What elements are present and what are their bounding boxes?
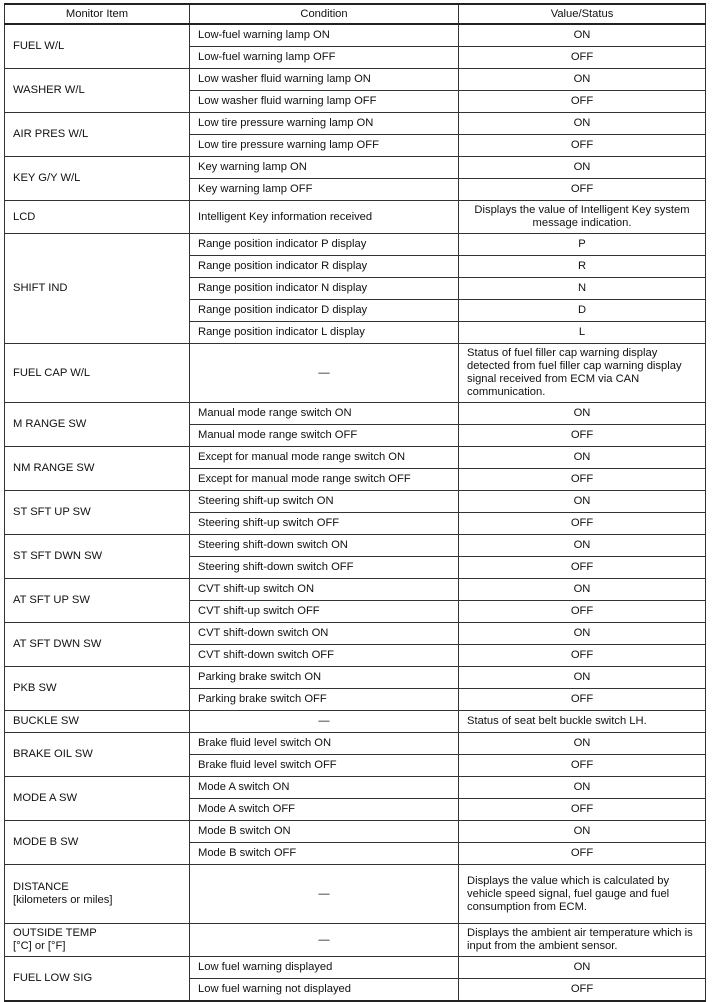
- monitor-item-name: AT SFT DWN SW: [13, 638, 102, 650]
- table-row: [5, 113, 706, 135]
- value-status-cell: OFF: [459, 425, 706, 447]
- table-row: [5, 69, 706, 91]
- table-row: [5, 733, 706, 755]
- monitor-item-name: FUEL CAP W/L: [13, 366, 91, 379]
- condition-cell: Steering shift-down switch OFF: [190, 557, 459, 579]
- condition-cell: Steering shift-up switch OFF: [190, 513, 459, 535]
- monitor-item-cell: [5, 157, 190, 201]
- condition-cell: —: [190, 711, 459, 733]
- value-status-cell: ON: [459, 579, 706, 601]
- condition-cell: Range position indicator P display: [190, 234, 459, 256]
- monitor-item-name: ST SFT DWN SW: [13, 550, 103, 562]
- condition-cell: Except for manual mode range switch OFF: [190, 469, 459, 491]
- monitor-item-cell: [5, 667, 190, 711]
- value-status-cell: ON: [459, 69, 706, 91]
- monitor-item-name: FUEL LOW SIG: [13, 972, 93, 984]
- table-row: [5, 447, 706, 469]
- header-value-status: Value/Status: [459, 4, 706, 24]
- condition-cell: CVT shift-up switch OFF: [190, 601, 459, 623]
- monitor-item-cell: [5, 24, 190, 69]
- value-status-cell: OFF: [459, 469, 706, 491]
- header-condition: Condition: [190, 4, 459, 24]
- monitor-item-cell: [5, 447, 190, 491]
- condition-cell: Steering shift-down switch ON: [190, 535, 459, 557]
- condition-cell: Low tire pressure warning lamp ON: [190, 113, 459, 135]
- monitor-item-cell: [5, 403, 190, 447]
- monitor-item-name: KEY G/Y W/L: [13, 172, 81, 184]
- monitor-item-cell: [5, 491, 190, 535]
- monitor-item-cell: [5, 234, 190, 344]
- value-status-cell: ON: [459, 24, 706, 47]
- value-status-cell: P: [459, 234, 706, 256]
- table-row: [5, 344, 706, 403]
- monitor-item-name: PKB SW: [13, 682, 57, 694]
- value-status-cell: Displays the value which is calculated by vehicle speed signal, fuel gauge and fuel consumption from ECM.: [459, 865, 706, 924]
- condition-cell: Except for manual mode range switch ON: [190, 447, 459, 469]
- table-row: [5, 491, 706, 513]
- value-status-cell: OFF: [459, 91, 706, 113]
- condition-cell: Range position indicator N display: [190, 278, 459, 300]
- condition-cell: Parking brake switch ON: [190, 667, 459, 689]
- value-status-cell: OFF: [459, 755, 706, 777]
- value-status-cell: Status of seat belt buckle switch LH.: [459, 711, 706, 733]
- value-status-cell: OFF: [459, 513, 706, 535]
- table-row: [5, 924, 706, 957]
- value-status-cell: Status of fuel filler cap warning display detected from fuel filler cap warning display signal received from ECM via CAN communication.: [459, 344, 706, 403]
- condition-cell: Range position indicator L display: [190, 322, 459, 344]
- condition-cell: CVT shift-down switch OFF: [190, 645, 459, 667]
- condition-cell: Key warning lamp OFF: [190, 179, 459, 201]
- monitor-item-name: AT SFT UP SW: [13, 594, 90, 606]
- monitor-item-name: MODE A SW: [13, 792, 78, 804]
- value-status-cell: ON: [459, 821, 706, 843]
- table-row: [5, 579, 706, 601]
- value-status-cell: ON: [459, 777, 706, 799]
- monitor-item-cell: [5, 69, 190, 113]
- table-row: [5, 234, 706, 256]
- condition-cell: Range position indicator D display: [190, 300, 459, 322]
- value-status-cell: OFF: [459, 179, 706, 201]
- value-status-cell: OFF: [459, 979, 706, 1002]
- table-row: [5, 957, 706, 979]
- monitor-item-cell: [5, 821, 190, 865]
- table-header-row: [5, 4, 706, 24]
- monitor-item-cell: [5, 711, 190, 733]
- table-row: [5, 623, 706, 645]
- condition-cell: Manual mode range switch ON: [190, 403, 459, 425]
- monitor-item-cell: [5, 733, 190, 777]
- condition-cell: Range position indicator R display: [190, 256, 459, 278]
- value-status-cell: ON: [459, 491, 706, 513]
- value-status-cell: ON: [459, 957, 706, 979]
- table-row: [5, 535, 706, 557]
- monitor-item-unit: [kilometers or miles]: [13, 894, 113, 906]
- condition-cell: —: [190, 865, 459, 924]
- table-row: [5, 667, 706, 689]
- monitor-item-cell: [5, 623, 190, 667]
- table-row: [5, 24, 706, 47]
- value-status-cell: ON: [459, 403, 706, 425]
- value-status-cell: OFF: [459, 557, 706, 579]
- monitor-item-unit: [°C] or [°F]: [13, 940, 66, 952]
- value-status-cell: ON: [459, 157, 706, 179]
- condition-cell: Mode A switch ON: [190, 777, 459, 799]
- monitor-item-cell: [5, 535, 190, 579]
- condition-cell: Low fuel warning displayed: [190, 957, 459, 979]
- monitor-item-table: [4, 3, 706, 1002]
- monitor-item-name: NM RANGE SW: [13, 462, 95, 474]
- monitor-item-cell: [5, 579, 190, 623]
- table-row: [5, 777, 706, 799]
- condition-cell: Manual mode range switch OFF: [190, 425, 459, 447]
- condition-cell: —: [190, 344, 459, 403]
- condition-cell: Low washer fluid warning lamp OFF: [190, 91, 459, 113]
- condition-cell: CVT shift-down switch ON: [190, 623, 459, 645]
- condition-cell: Low-fuel warning lamp ON: [190, 24, 459, 47]
- monitor-item-name: SHIFT IND: [13, 282, 68, 294]
- table-row: [5, 201, 706, 234]
- condition-cell: Intelligent Key information received: [190, 201, 459, 234]
- monitor-item-cell: [5, 201, 190, 234]
- condition-cell: Mode A switch OFF: [190, 799, 459, 821]
- monitor-item-name: OUTSIDE TEMP: [13, 927, 97, 939]
- value-status-cell: ON: [459, 113, 706, 135]
- table-row: [5, 157, 706, 179]
- table-row: [5, 865, 706, 924]
- header-monitor-item: Monitor Item: [5, 4, 190, 24]
- monitor-item-cell: [5, 113, 190, 157]
- value-status-cell: ON: [459, 447, 706, 469]
- monitor-item-name: ST SFT UP SW: [13, 506, 91, 518]
- condition-cell: Brake fluid level switch ON: [190, 733, 459, 755]
- monitor-item-name: FUEL W/L: [13, 40, 65, 52]
- value-status-cell: OFF: [459, 645, 706, 667]
- value-status-cell: ON: [459, 623, 706, 645]
- monitor-table-container: [4, 3, 706, 1002]
- value-status-cell: L: [459, 322, 706, 344]
- monitor-item-cell: [5, 344, 190, 403]
- value-status-cell: ON: [459, 733, 706, 755]
- value-status-cell: R: [459, 256, 706, 278]
- table-row: [5, 821, 706, 843]
- condition-cell: Mode B switch ON: [190, 821, 459, 843]
- monitor-item-name: AIR PRES W/L: [13, 128, 89, 140]
- monitor-item-cell: [5, 865, 190, 924]
- condition-cell: Steering shift-up switch ON: [190, 491, 459, 513]
- condition-cell: Low tire pressure warning lamp OFF: [190, 135, 459, 157]
- monitor-item-name: M RANGE SW: [13, 418, 87, 430]
- monitor-item-cell: [5, 777, 190, 821]
- value-status-cell: N: [459, 278, 706, 300]
- condition-cell: Low washer fluid warning lamp ON: [190, 69, 459, 91]
- condition-cell: Mode B switch OFF: [190, 843, 459, 865]
- monitor-item-name: WASHER W/L: [13, 84, 85, 96]
- monitor-item-name: BUCKLE SW: [13, 715, 79, 727]
- monitor-item-cell: [5, 957, 190, 1002]
- value-status-cell: OFF: [459, 601, 706, 623]
- value-status-cell: OFF: [459, 47, 706, 69]
- value-status-cell: OFF: [459, 689, 706, 711]
- value-status-cell: OFF: [459, 135, 706, 157]
- monitor-item-name: DISTANCE: [13, 881, 69, 893]
- table-body: [5, 24, 706, 1001]
- condition-cell: Brake fluid level switch OFF: [190, 755, 459, 777]
- condition-cell: Low fuel warning not displayed: [190, 979, 459, 1002]
- monitor-item-name: LCD: [13, 210, 36, 223]
- value-status-cell: OFF: [459, 799, 706, 821]
- condition-cell: CVT shift-up switch ON: [190, 579, 459, 601]
- value-status-cell: ON: [459, 535, 706, 557]
- table-row: [5, 711, 706, 733]
- monitor-item-name: MODE B SW: [13, 836, 79, 848]
- value-status-cell: OFF: [459, 843, 706, 865]
- condition-cell: Low-fuel warning lamp OFF: [190, 47, 459, 69]
- condition-cell: Parking brake switch OFF: [190, 689, 459, 711]
- condition-cell: —: [190, 924, 459, 957]
- value-status-cell: Displays the ambient air temperature which is input from the ambient sensor.: [459, 924, 706, 957]
- monitor-item-cell: [5, 924, 190, 957]
- value-status-cell: Displays the value of Intelligent Key system message indication.: [459, 201, 706, 234]
- value-status-cell: D: [459, 300, 706, 322]
- monitor-item-name: BRAKE OIL SW: [13, 748, 93, 760]
- table-row: [5, 403, 706, 425]
- condition-cell: Key warning lamp ON: [190, 157, 459, 179]
- value-status-cell: ON: [459, 667, 706, 689]
